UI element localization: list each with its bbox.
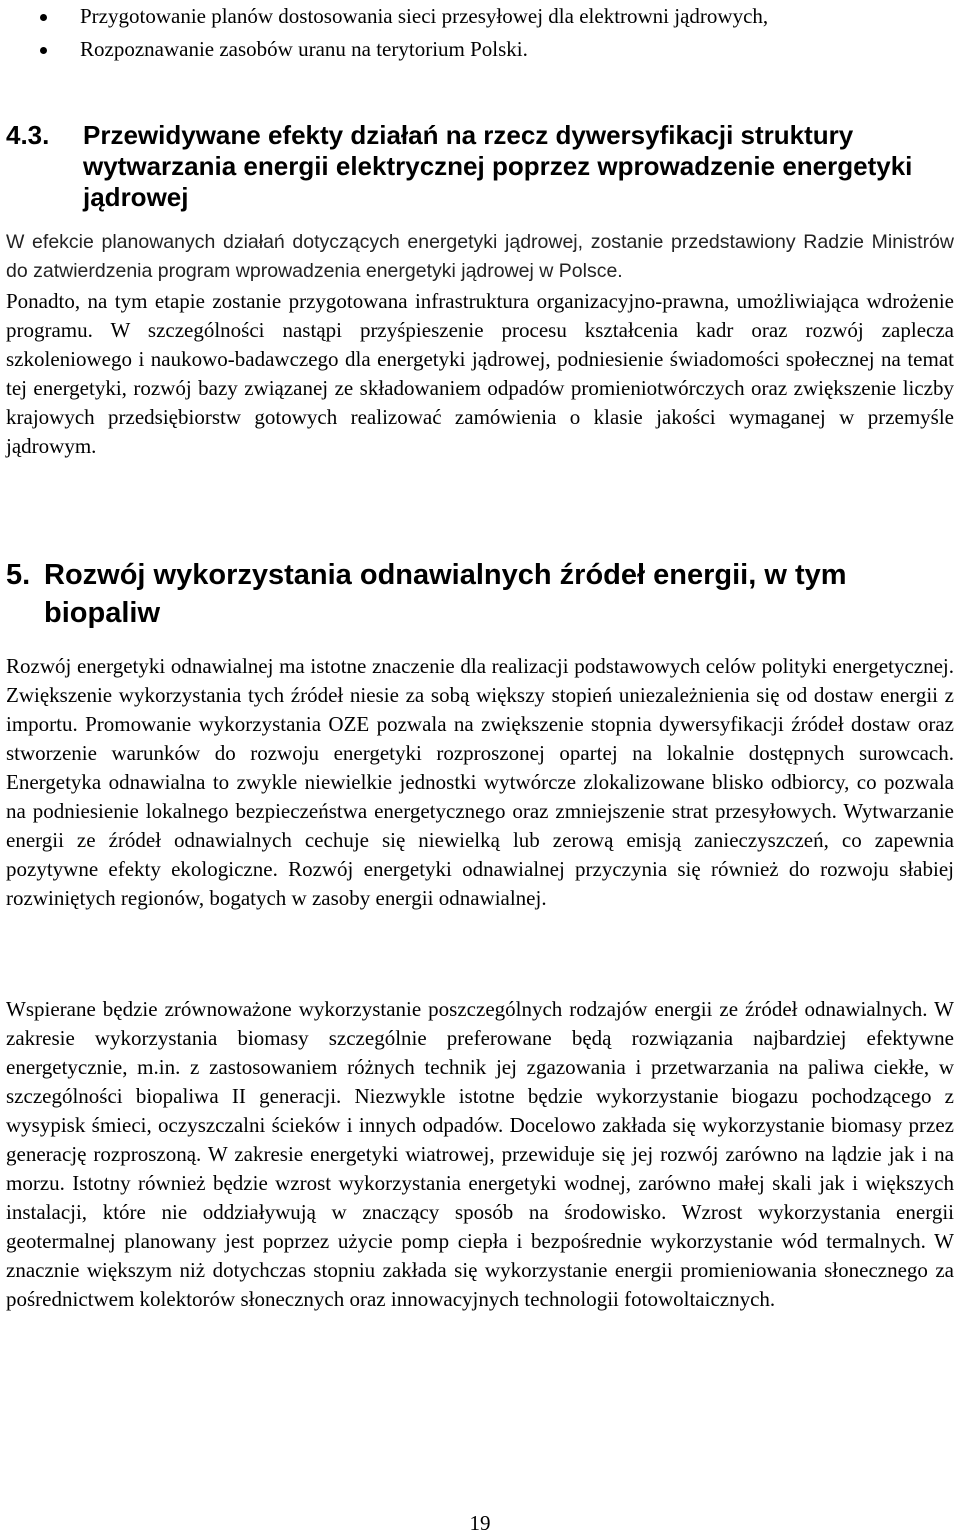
section-number: 4.3.: [6, 120, 50, 150]
section-title: Rozwój wykorzystania odnawialnych źródeł energii, w tym biopaliw: [44, 559, 847, 629]
section-4-3-paragraph-intro: W efekcie planowanych działań dotyczących energetyki jądrowej, zostanie przedstawiony Radzie Ministrów do zatwierdzenia program wprowadzenia energetyki jądrowej w Polsce.: [6, 231, 954, 282]
section-number: 5.: [6, 559, 31, 591]
bullet-icon: [40, 47, 47, 54]
bullet-list: [0, 0, 960, 66]
section-title: Przewidywane efekty działań na rzecz dywersyfikacji struktury wytwarzania energii elektrycznej poprzez wprowadzenie energetyki jądrowej: [83, 120, 913, 212]
bullet-icon: [40, 14, 47, 21]
list-item: [0, 33, 960, 66]
section-5-paragraph-2: Wspierane będzie zrównoważone wykorzystanie poszczególnych rodzajów energii ze źródeł odnawialnych. W zakresie wykorzystania biomasy szczególnie preferowane będą rozwiązania najbardziej efektywne energetycznie, m.in. z zastosowaniem różnych technik jej zgazowania i przetwarzania na paliwa ciekłe, w szczególności biopaliwa II generacji. Niezwykle istotne będzie wykorzystanie biogazu pochodzącego z wysypisk śmieci, oczyszczalni ścieków i innych odpadów. Docelowo zakłada się wykorzystanie biomasy przez generację rozproszoną. W zakresie energetyki wiatrowej, przewiduje się jej rozwój zarówno na lądzie jak i na morzu. Istotny również będzie wzrost wykorzystania energetyki wodnej, zarówno małej skali jak i większych instalacji, które nie oddziaływują w znaczący sposób na środowisko. Wzrost wykorzystania energii geotermalnej planowany jest poprzez użycie pomp ciepła i bezpośrednie wykorzystanie wód termalnych. W znacznie większym niż dotychczas stopniu zakłada się wykorzystanie energii promieniowania słonecznego za pośrednictwem kolektorów słonecznych oraz innowacyjnych technologii fotowoltaicznych.: [6, 997, 954, 1311]
list-item-text: Przygotowanie planów dostosowania sieci przesyłowej dla elektrowni jądrowych,: [80, 4, 769, 28]
page-number: 19: [469, 1511, 491, 1535]
list-item: [0, 0, 960, 33]
section-4-3-paragraph: Ponadto, na tym etapie zostanie przygotowana infrastruktura organizacyjno-prawna, umożliwiająca wdrożenie programu. W szczególności nastąpi przyśpieszenie procesu kształcenia kadr oraz rozwój zaplecza szkoleniowego i naukowo-badawczego dla energetyki jądrowej, podniesienie świadomości społecznej na temat tej energetyki, rozwój bazy związanej ze składowaniem odpadów promieniotwórczych oraz zwiększenie liczby krajowych przedsiębiorstw gotowych realizować zamówienia o klasie jakości wymaganej w przemyśle jądrowym.: [6, 289, 954, 458]
list-item-text: Rozpoznawanie zasobów uranu na terytorium Polski.: [80, 37, 528, 61]
section-5-paragraph-1: Rozwój energetyki odnawialnej ma istotne znaczenie dla realizacji podstawowych celów polityki energetycznej. Zwiększenie wykorzystania tych źródeł niesie za sobą większy stopień uniezależnienia się od dostaw energii z importu. Promowanie wykorzystania OZE pozwala na zwiększenie stopnia dywersyfikacji źródeł dostaw oraz stworzenie warunków do rozwoju energetyki rozproszonej opartej na lokalnie dostępnych surowcach. Energetyka odnawialna to zwykle niewielkie jednostki wytwórcze zlokalizowane blisko odbiorcy, co pozwala na podniesienie lokalnego bezpieczeństwa energetycznego oraz zmniejszenie strat przesyłowych. Wytwarzanie energii ze źródeł odnawialnych cechuje się niewielką lub zerową emisją zanieczyszczeń, co zapewnia pozytywne efekty ekologiczne. Rozwój energetyki odnawialnej przyczynia się również do rozwoju słabiej rozwiniętych regionów, bogatych w zasoby energii odnawialnej.: [6, 654, 954, 910]
